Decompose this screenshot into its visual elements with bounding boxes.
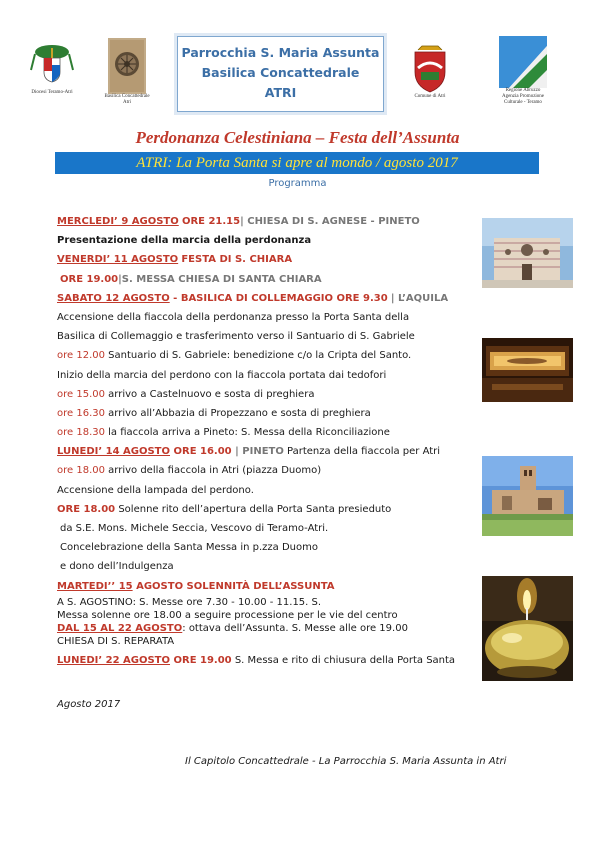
regione-logo bbox=[494, 36, 552, 106]
event-time: ore 15.00 bbox=[57, 388, 105, 400]
program-line: Basilica di Collemaggio e trasferimento verso il Santuario di S. Gabriele bbox=[57, 331, 415, 343]
event-text: Partenza della fiaccola per Atri bbox=[283, 446, 441, 458]
saint-tomb-photo bbox=[482, 338, 573, 402]
event-text: arrivo all’Abbazia di Propezzano e sosta di preghiera bbox=[104, 407, 371, 419]
program-line bbox=[57, 651, 477, 670]
event-time: ore 16.30 bbox=[57, 407, 105, 419]
event-time: ORE 18.00 bbox=[57, 503, 116, 515]
program-line bbox=[57, 404, 477, 423]
program-line: Messa solenne ore 18.00 a seguire processione per le vie del centro bbox=[57, 609, 398, 621]
program-line bbox=[57, 212, 477, 231]
event-text: arrivo a Castelnuovo e sosta di preghiera bbox=[104, 388, 315, 400]
subtitle-band bbox=[55, 152, 539, 174]
basilica-caption-1: Basilica Concattedrale bbox=[104, 94, 150, 99]
program-list bbox=[57, 212, 477, 670]
event-date: VENERDI’ 11 AGOSTO bbox=[57, 254, 179, 266]
program-line bbox=[57, 250, 477, 269]
event-place: | CHIESA DI S. AGNESE - PINETO bbox=[240, 216, 420, 227]
event-text: Santuario di S. Gabriele: benedizione c/o la Cripta del Santo. bbox=[104, 350, 412, 362]
event-place: | PINETO bbox=[231, 446, 284, 458]
event-text: Solenne rito dell’apertura della Porta Santa presieduto bbox=[115, 503, 392, 515]
event-date: MERCLEDI’ 9 AGOSTO bbox=[57, 216, 179, 227]
program-line bbox=[57, 270, 477, 289]
program-line: Presentazione della marcia della perdonanza bbox=[57, 235, 312, 247]
footer-date: Agosto 2017 bbox=[57, 699, 121, 710]
basilica-logo bbox=[104, 38, 150, 106]
collemaggio-basilica-photo bbox=[482, 218, 573, 288]
event-date: LUNEDI’ 14 AGOSTO bbox=[57, 446, 171, 458]
program-line: da S.E. Mons. Michele Seccia, Vescovo di Teramo-Atri. bbox=[60, 523, 329, 534]
event-time: ORE 19.00 bbox=[170, 654, 232, 666]
program-line: A S. AGOSTINO: S. Messe ore 7.30 - 10.00 - 11.15. S. bbox=[57, 596, 322, 608]
basilica-rose-window-icon bbox=[108, 38, 146, 94]
event-text: : ottava dell’Assunta. S. Messe alle ore 19.00 bbox=[182, 622, 408, 634]
program-line: Accensione della lampada del perdono. bbox=[57, 484, 254, 496]
program-line bbox=[57, 500, 477, 519]
main-title: Perdonanza Celestiniana – Festa dell’Assunta bbox=[135, 128, 460, 147]
event-time: ORE 19.00 bbox=[60, 273, 119, 285]
regione-caption-3: Culturale - Teramo bbox=[504, 100, 542, 105]
event-time: ore 18.30 bbox=[57, 427, 105, 439]
diocese-coat-of-arms-icon bbox=[29, 40, 75, 90]
program-line bbox=[57, 289, 477, 308]
diocese-caption: Diocesi Teramo-Atri bbox=[31, 90, 73, 95]
comune-caption: Comune di Atri bbox=[414, 94, 446, 99]
diocese-logo bbox=[24, 40, 80, 96]
event-time: ore 12.00 bbox=[57, 350, 105, 362]
event-title: FESTA DI S. CHIARA bbox=[181, 254, 293, 266]
event-place: |S. MESSA CHIESA DI SANTA CHIARA bbox=[118, 273, 322, 285]
program-line: Concelebrazione della Santa Messa in p.zza Duomo bbox=[60, 542, 318, 554]
program-line bbox=[57, 622, 477, 635]
program-line: e dono dell’Indulgenza bbox=[60, 561, 174, 573]
regione-abruzzo-logo-icon bbox=[499, 36, 547, 88]
event-title: - BASILICA DI COLLEMAGGIO ORE 9.30 bbox=[169, 292, 388, 304]
event-date: LUNEDI’ 22 AGOSTO bbox=[57, 654, 171, 666]
regione-caption-1: Regione Abruzzo bbox=[505, 88, 541, 93]
event-title: AGOSTO SOLENNITÀ DELL’ASSUNTA bbox=[132, 580, 335, 592]
event-time: ORE 16.00 bbox=[170, 446, 232, 458]
section-label: Programma bbox=[268, 178, 327, 189]
event-text: arrivo della fiaccola in Atri (piazza Duomo) bbox=[104, 465, 322, 477]
program-line bbox=[57, 346, 477, 365]
program-line: Inizio della marcia del perdono con la fiaccola portata dai tedofori bbox=[57, 369, 387, 381]
comune-logo bbox=[408, 44, 452, 100]
program-line bbox=[57, 385, 477, 404]
event-time: ORE 21.15 bbox=[181, 216, 241, 227]
program-line: Accensione della fiaccola della perdonanza presso la Porta Santa della bbox=[57, 311, 410, 323]
event-date: DAL 15 AL 22 AGOSTO bbox=[57, 622, 183, 634]
footer-signature: Il Capitolo Concattedrale - La Parrocchia S. Maria Assunta in Atri bbox=[185, 756, 507, 767]
oil-lamp-photo bbox=[482, 576, 573, 681]
event-date: SABATO 12 AGOSTO bbox=[57, 292, 170, 304]
event-text: S. Messa e rito di chiusura della Porta Santa bbox=[231, 654, 456, 666]
propezzano-abbey-photo bbox=[482, 456, 573, 536]
program-line bbox=[57, 423, 477, 442]
title-line-city: ATRI bbox=[264, 85, 297, 100]
event-time: ore 18.00 bbox=[57, 465, 105, 477]
program-line bbox=[57, 442, 477, 461]
event-date: MARTEDI’’ 15 bbox=[57, 580, 133, 592]
title-line-parish: Parrocchia S. Maria Assunta bbox=[181, 45, 380, 60]
event-place: | L’AQUILA bbox=[390, 292, 449, 304]
program-line: CHIESA DI S. REPARATA bbox=[57, 635, 175, 647]
program-line bbox=[57, 577, 477, 596]
event-text: la fiaccola arriva a Pineto: S. Messa della Riconciliazione bbox=[104, 427, 390, 439]
parish-title-box bbox=[177, 36, 384, 112]
regione-caption-2: Agenzia Promozione bbox=[501, 94, 545, 99]
program-line bbox=[57, 461, 477, 480]
basilica-caption-2: Atri bbox=[122, 100, 132, 105]
subtitle-text: ATRI: La Porta Santa si apre al mondo / agosto 2017 bbox=[136, 155, 458, 171]
title-line-basilica: Basilica Concattedrale bbox=[201, 65, 360, 80]
atri-city-shield-icon bbox=[412, 44, 448, 94]
